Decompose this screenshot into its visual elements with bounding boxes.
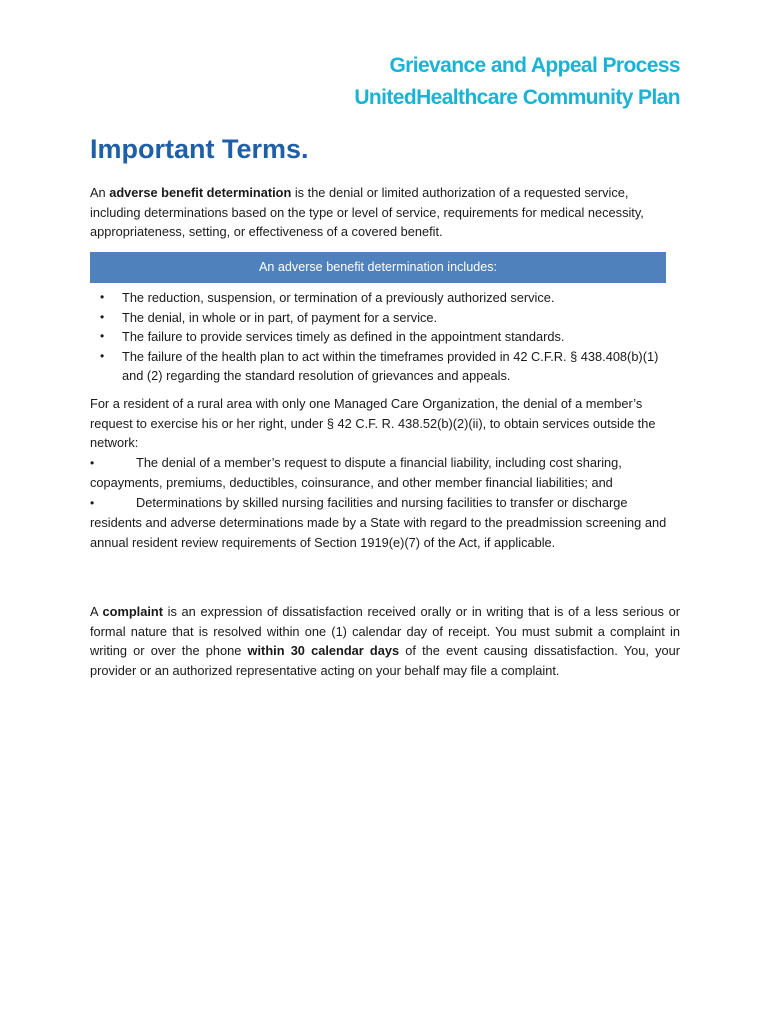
list-item-text: The denial, in whole or in part, of payment for a service. [122, 309, 438, 325]
adverse-includes-banner: An adverse benefit determination includes: [90, 252, 666, 283]
complaint-suffix: of the event causing dissatisfaction. You, your provider or an authorized representative acting on your behalf may file a complaint. [90, 643, 680, 678]
complaint-term: complaint [102, 604, 163, 619]
adverse-intro-rest: is the denial or limited authorization of a requested service, including determinations based on the type or level of service, requirements for medical necessity, appropriateness, setting, or effectiveness of a covered benefit. [90, 185, 644, 239]
bullet-icon: • [100, 309, 105, 324]
rural-list [90, 453, 680, 553]
bullet-icon: • [90, 495, 95, 510]
list-item-text: The denial of a member’s request to dispute a financial liability, including cost sharing, copayments, premiums, deductibles, coinsurance, and other member financial liabilities; and [90, 454, 622, 490]
list-item-text: Determinations by skilled nursing facilities and nursing facilities to transfer or discharge residents and adverse determinations made by a State with regard to the preadmission screening and annual resident review requirements of Section 1919(e)(7) of the Act, if applicable. [90, 494, 667, 550]
rural-resident-section [90, 394, 680, 552]
rural-intro-paragraph: For a resident of a rural area with only one Managed Care Organization, the denial of a member’s request to exercise his or her right, under § 42 C.F. R. 438.52(b)(2)(ii), to obtain services outside the network: [90, 396, 656, 450]
page-title: Important Terms. [90, 134, 309, 164]
list-item [90, 493, 680, 553]
bullet-icon: • [100, 329, 105, 343]
adverse-definition-paragraph [90, 183, 680, 242]
list-item [90, 308, 680, 328]
list-item [90, 347, 680, 386]
list-item [90, 453, 680, 493]
document-header [354, 50, 680, 114]
list-item [90, 327, 680, 347]
adverse-intro-prefix: An [90, 185, 110, 200]
header-title: Grievance and Appeal Process [389, 54, 680, 77]
complaint-deadline: within 30 calendar days [247, 643, 400, 658]
complaint-middle: is an expression of dissatisfaction received orally or in writing that is of a less serious or formal nature that is resolved within one (1) calendar day of receipt. You must submit a complaint in writing or over the phone [90, 604, 680, 658]
bullet-icon: • [90, 455, 95, 470]
list-item-text: The failure of the health plan to act within the timeframes provided in 42 C.F.R. § 438.408(b)(1) and (2) regarding the standard resolution of grievances and appeals. [122, 348, 659, 383]
list-item-text: The reduction, suspension, or termination of a previously authorized service. [122, 290, 555, 305]
complaint-definition-paragraph [90, 602, 680, 680]
bullet-icon: • [100, 290, 105, 304]
adverse-includes-list [90, 288, 680, 386]
bullet-icon: • [100, 348, 105, 363]
list-item [90, 288, 680, 308]
header-plan-name: UnitedHealthcare Community Plan [354, 86, 680, 109]
adverse-term: adverse benefit determination [109, 185, 292, 200]
complaint-prefix: A [90, 604, 103, 619]
list-item-text: The failure to provide services timely as defined in the appointment standards. [122, 329, 565, 344]
